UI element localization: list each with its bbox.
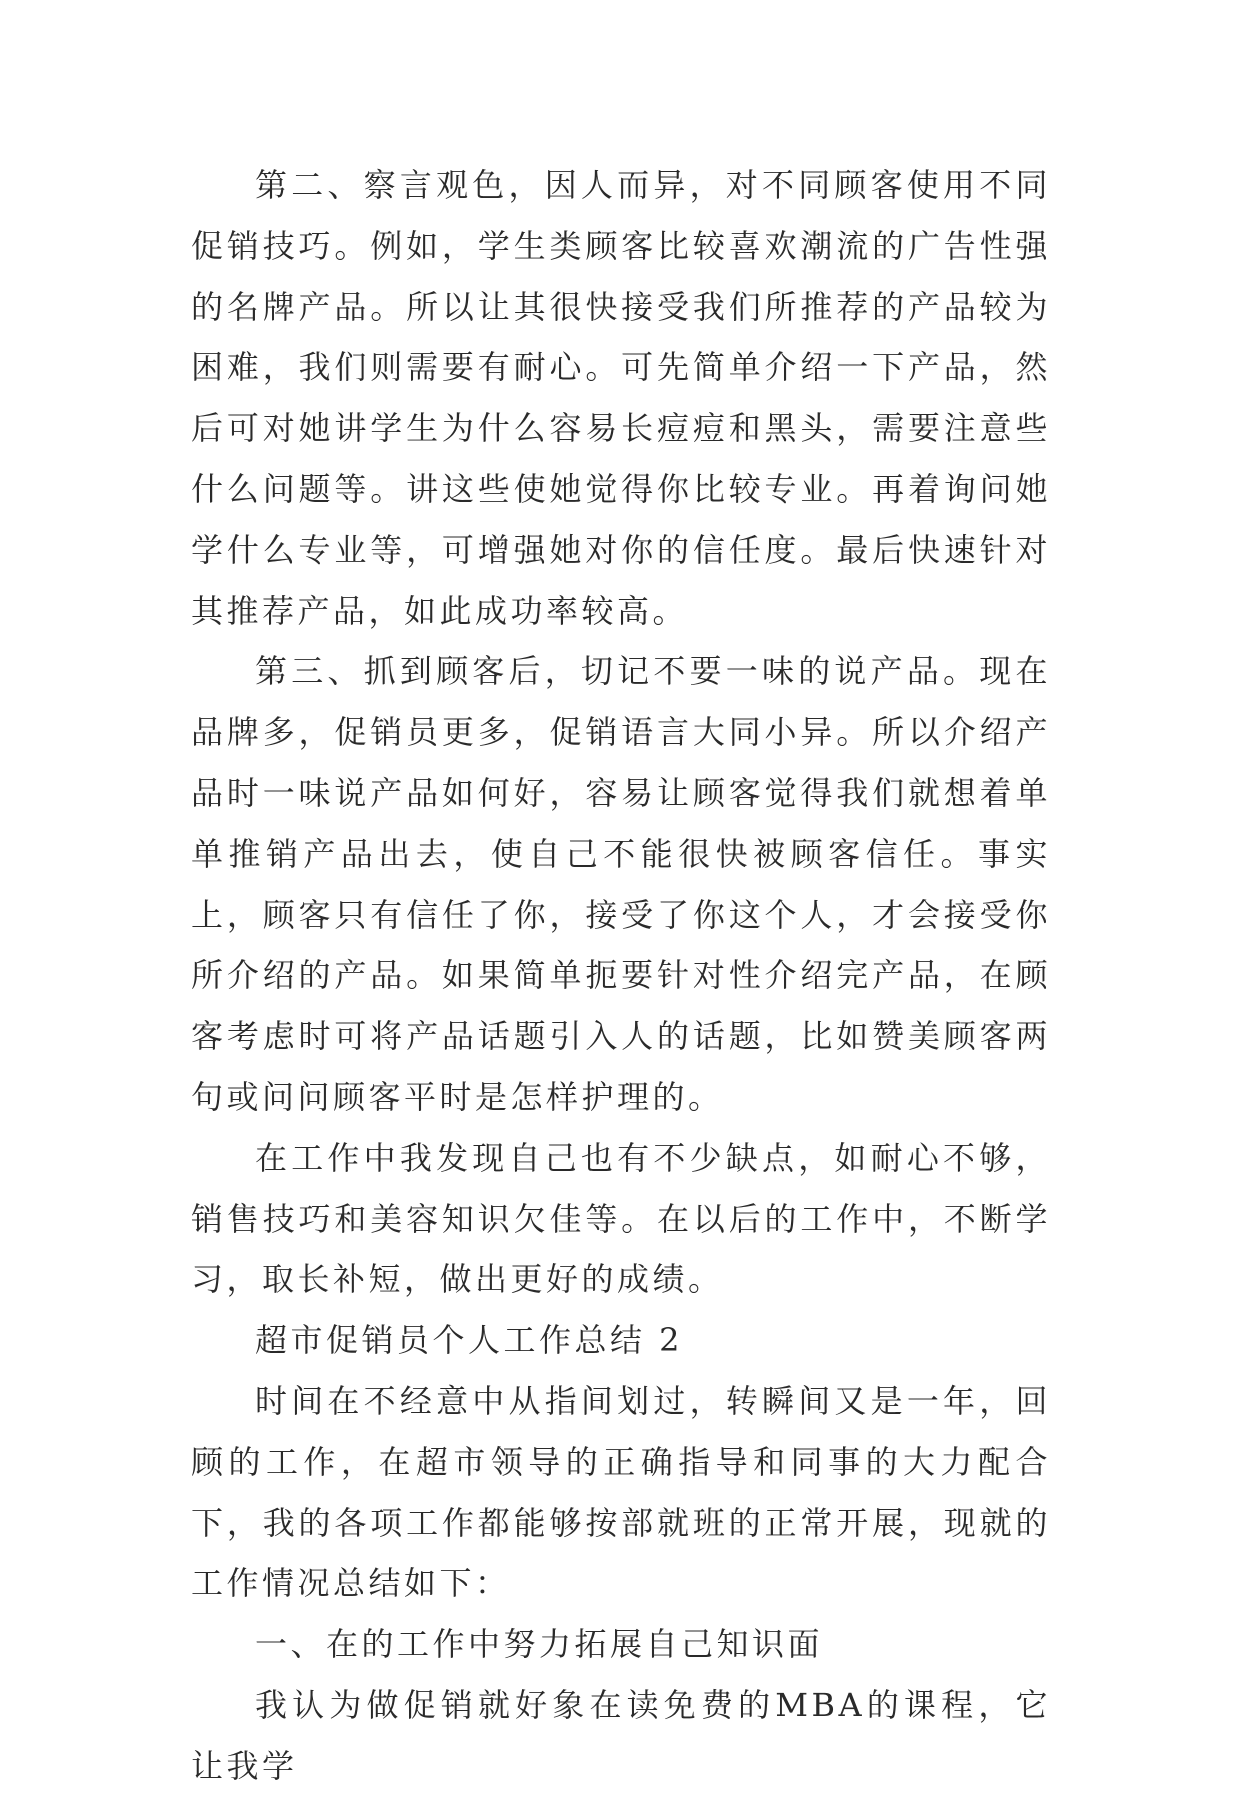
paragraph-shortcomings: 在工作中我发现自己也有不少缺点，如耐心不够，销售技巧和美容知识欠佳等。在以后的工作中，不断学习，取长补短，做出更好的成绩。 — [191, 1138, 1051, 1299]
document-body — [191, 155, 1051, 1797]
paragraph-second-point: 第二、察言观色，因人而异，对不同顾客使用不同促销技巧。例如，学生类顾客比较喜欢潮流的广告性强的名牌产品。所以让其很快接受我们所推荐的产品较为困难，我们则需要有耐心。可先简单介绍一下产品，然后可对她讲学生为什么容易长痘痘和黑头，需要注意些什么问题等。讲这些使她觉得你比较专业。再着询问她学什么专业等，可增强她对你的信任度。最后快速针对其推荐产品，如此成功率较高。 — [191, 166, 1051, 630]
paragraph-third-point: 第三、抓到顾客后，切记不要一味的说产品。现在品牌多，促销员更多，促销语言大同小异。所以介绍产品时一味说产品如何好，容易让顾客觉得我们就想着单单推销产品出去，使自己不能很快被顾客信任。事实上，顾客只有信任了你，接受了你这个人，才会接受你所介绍的产品。如果简单扼要针对性介绍完产品，在顾客考虑时可将产品话题引入人的话题，比如赞美顾客两句或问问顾客平时是怎样护理的。 — [191, 652, 1051, 1116]
paragraph-mba-analogy: 我认为做促销就好象在读免费的MBA的课程，它让我学 — [191, 1685, 1051, 1785]
section-heading-summary-2: 超市促销员个人工作总结 2 — [255, 1321, 684, 1360]
subheading-expand-knowledge: 一、在的工作中努力拓展自己知识面 — [255, 1625, 824, 1664]
paragraph-intro-review: 时间在不经意中从指间划过，转瞬间又是一年，回顾的工作，在超市领导的正确指导和同事的大力配合下，我的各项工作都能够按部就班的正常开展，现就的工作情况总结如下： — [191, 1381, 1051, 1603]
